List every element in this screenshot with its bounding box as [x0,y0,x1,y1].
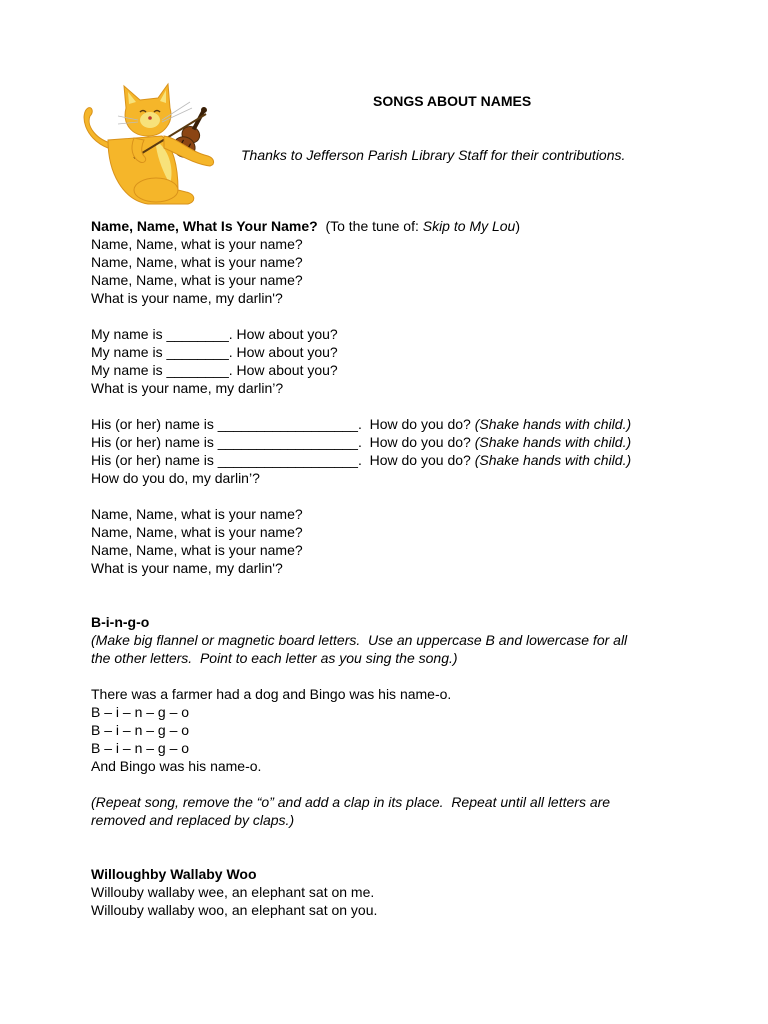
lyric-line: Name, Name, what is your name? [91,236,303,252]
lyric-line [91,451,691,469]
song-title: Willoughby Wallaby Woo [91,866,257,882]
lyric-line: My name is ________. How about you? [91,344,338,360]
lyric-line [91,433,691,451]
lyric-line: What is your name, my darlin’? [91,380,284,396]
lyric-line: How do you do, my darlin’? [91,470,260,486]
lyric-line: Name, Name, what is your name? [91,254,303,270]
lyric-line: What is your name, my darlin'? [91,290,283,306]
lyric-line: Name, Name, what is your name? [91,524,303,540]
lyric-line: And Bingo was his name-o. [91,758,262,774]
page-title: SONGS ABOUT NAMES [373,93,532,109]
song-title: Name, Name, What Is Your Name? [91,218,318,234]
lyric-line [91,415,691,433]
instruction-note: the other letters. Point to each letter as you sing the song.) [91,650,458,666]
lyric-line: B – i – n – g – o [91,704,190,720]
instruction-note: (Repeat song, remove the “o” and add a clap in its place. Repeat until all letters are [91,794,611,810]
action-note: (Shake hands with child.) [474,434,632,450]
song-heading-name-name [91,217,691,235]
tune-prefix: (To the tune of: [317,218,423,234]
thanks-line: Thanks to Jefferson Parish Library Staff for their contributions. [241,147,626,163]
lyric-text: His (or her) name is __________________. How do you do? [91,416,475,432]
lyric-text: His (or her) name is __________________. How do you do? [91,434,475,450]
lyric-text: His (or her) name is __________________. How do you do? [91,452,475,468]
song-title: B-i-n-g-o [91,614,150,630]
cat-playing-violin-illustration [78,78,238,210]
instruction-note: removed and replaced by claps.) [91,812,295,828]
lyric-line: Willouby wallaby woo, an elephant sat on you. [91,902,378,918]
lyric-line: My name is ________. How about you? [91,362,338,378]
lyric-line: My name is ________. How about you? [91,326,338,342]
lyric-line: B – i – n – g – o [91,722,190,738]
lyric-line: Name, Name, what is your name? [91,506,303,522]
lyric-line: Willouby wallaby wee, an elephant sat on me. [91,884,375,900]
action-note: (Shake hands with child.) [474,416,632,432]
songs-content [91,217,691,919]
instruction-note: (Make big flannel or magnetic board letters. Use an uppercase B and lowercase for all [91,632,628,648]
lyric-line: Name, Name, what is your name? [91,272,303,288]
action-note: (Shake hands with child.) [474,452,632,468]
tune-name: Skip to My Lou [422,218,516,234]
lyric-line: Name, Name, what is your name? [91,542,303,558]
lyric-line: B – i – n – g – o [91,740,190,756]
lyric-line: What is your name, my darlin'? [91,560,283,576]
lyric-line: There was a farmer had a dog and Bingo was his name-o. [91,686,452,702]
tune-suffix: ) [515,218,521,234]
